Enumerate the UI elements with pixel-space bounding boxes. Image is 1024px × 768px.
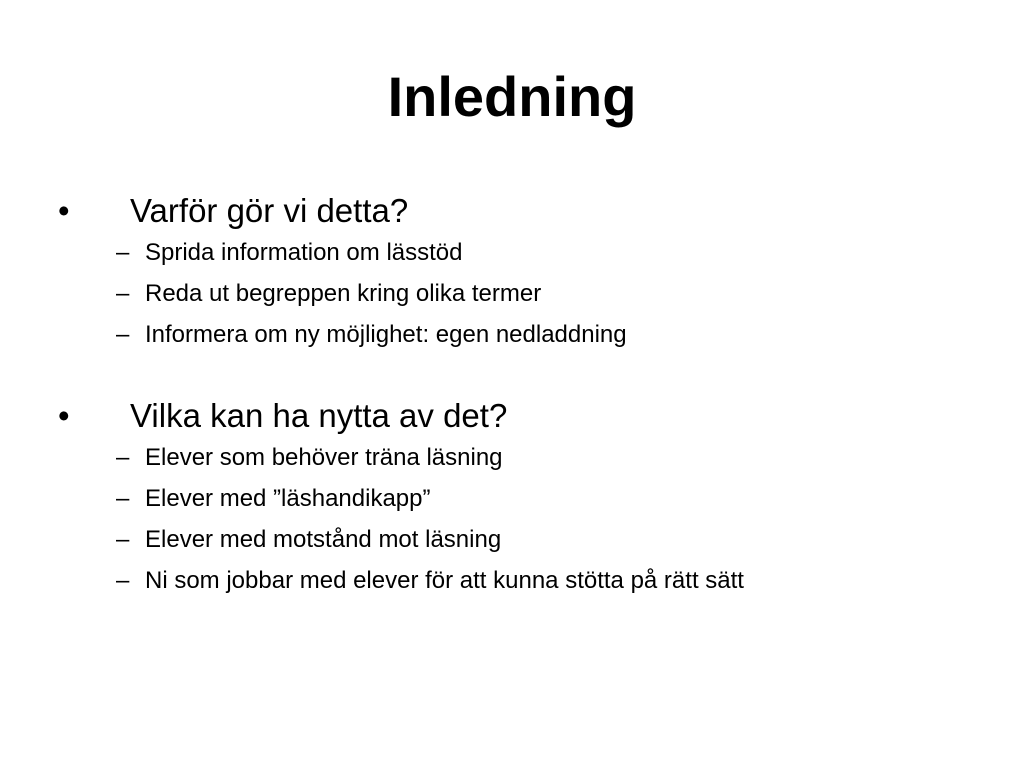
sub-item (0, 564, 1024, 605)
sub-item-text: Informera om ny möjlighet: egen nedladdning (145, 321, 627, 348)
bullet-marker: • (58, 397, 70, 434)
sub-item (0, 277, 1024, 318)
sub-bullet-marker: – (116, 280, 130, 307)
sub-bullet-marker: – (116, 444, 130, 471)
sub-item-text: Reda ut begreppen kring olika termer (145, 280, 542, 307)
slide-title: Inledning (387, 65, 637, 128)
sub-bullet-marker: – (116, 485, 130, 512)
sub-bullet-marker: – (116, 526, 130, 553)
bullet-marker: • (58, 192, 70, 229)
bullet-item (0, 188, 1024, 234)
sub-item (0, 236, 1024, 277)
sub-item-text: Elever som behöver träna läsning (145, 444, 503, 471)
section-why (0, 188, 1024, 359)
sub-list (0, 441, 1024, 605)
sub-item (0, 318, 1024, 359)
sub-bullet-marker: – (116, 321, 130, 348)
sub-item (0, 482, 1024, 523)
section-who (0, 393, 1024, 605)
sub-list (0, 236, 1024, 359)
bullet-heading: Varför gör vi detta? (130, 192, 409, 229)
sub-item-text: Sprida information om lässtöd (145, 239, 463, 266)
bullet-item (0, 393, 1024, 439)
sub-item (0, 441, 1024, 482)
sub-item (0, 523, 1024, 564)
sub-item-text: Elever med motstånd mot läsning (145, 526, 502, 553)
sub-bullet-marker: – (116, 567, 130, 594)
bullet-heading: Vilka kan ha nytta av det? (130, 397, 508, 434)
sub-item-text: Elever med ”läshandikapp” (145, 485, 431, 512)
sub-item-text: Ni som jobbar med elever för att kunna stötta på rätt sätt (145, 567, 744, 594)
sub-bullet-marker: – (116, 239, 130, 266)
